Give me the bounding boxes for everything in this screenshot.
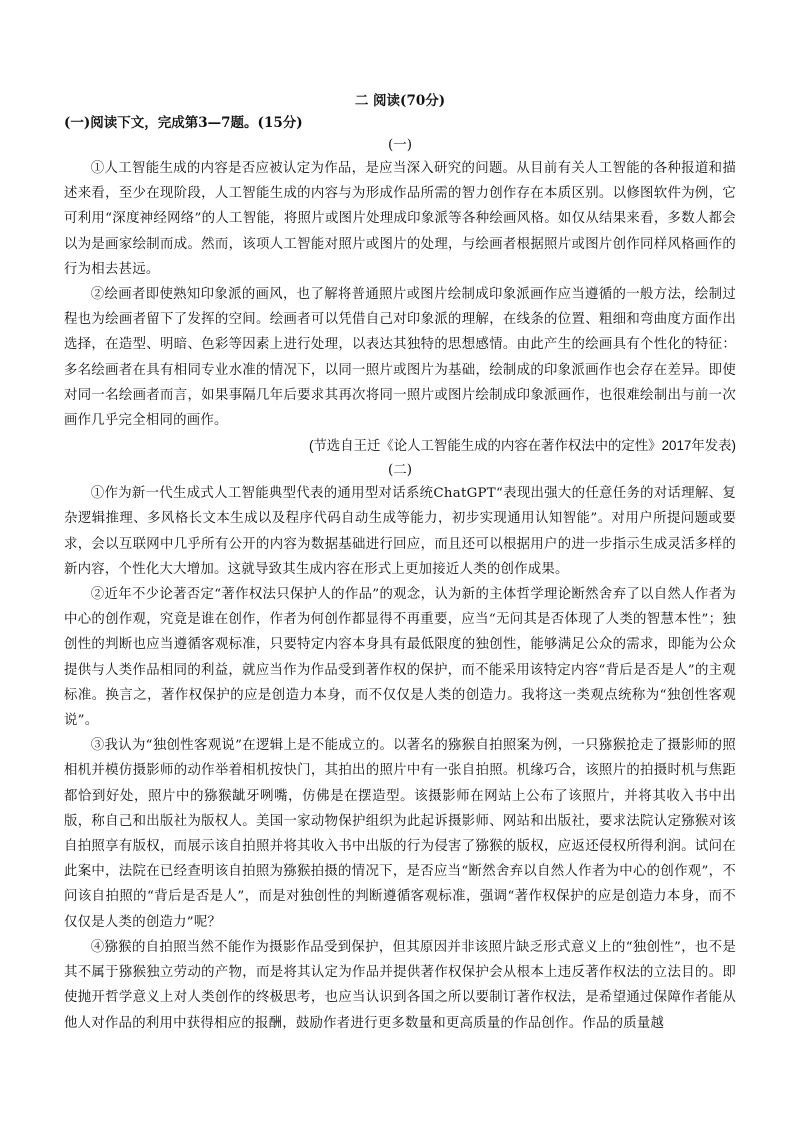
exam-page [64,90,736,1036]
part-two-paragraph-4: ④猕猴的自拍照当然不能作为摄影作品受到保护，但其原因并非该照片缺乏形式意义上的“独创性”，也不是其不属于猕猴独立劳动的产物，而是将其认定为作品并提供著作权保护会从根本上违反著作权法的立法目的。即使抛开哲学意义上对人类创作的终极思考，也应当认识到各国之所以要制订著作权法，是希望通过保障作者能从他人对作品的利用中获得相应的报酬，鼓励作者进行更多数量和更高质量的作品创作。作品的质量越 [64,939,736,1031]
part-two-paragraph-3: ③我认为“独创性客观说”在逻辑上是不能成立的。以著名的猕猴自拍照案为例，一只猕猴抢走了摄影师的照相机并模仿摄影师的动作举着相机按快门，其拍出的照片中有一张自拍照。机缘巧合，该照片的拍摄时机与焦距都恰到好处，照片中的猕猴龇牙咧嘴，仿佛是在摆造型。该摄影师在网站上公布了该照片，并将其收入书中出版，称自己和出版社为版权人。美国一家动物保护组织为此起诉摄影师、网站和出版社，要求法院认定猕猴对该自拍照享有版权，而展示该自拍照并将其收入书中出版的行为侵害了猕猴的版权，应返还侵权所得利润。试问在此案中，法院在已经查明该自拍照为猕猴拍摄的情况下，是否应当“断然舍弃以自然人作者为中心的创作观”，不问该自拍照的“背后是否是人”，而是对独创性的判断遵循客观标准，强调“著作权保护的应是创造力本身，而不仅仅是人类的创造力”呢？ [64,738,736,930]
part-one-source: (节选自王迁《论人工智能生成的内容在著作权法中的定性》2017年发表) [308,438,736,454]
section-title: 二 阅读(70分) [354,93,446,109]
part-two-paragraph-1: ①作为新一代生成式人工智能典型代表的通用型对话系统ChatGPT“表现出强大的任意任务的对话理解、复杂逻辑推理、多风格长文本生成以及程序代码自动生成等能力，初步实现通用认知智能”。对用户所提问题或要求，会以互联网中几乎所有公开的内容为数据基础进行回应，而且还可以根据用户的进一步指示生成灵活多样的新内容，个性化大大增加。这就导致其生成内容在形式上更加接近人类的创作成果。 [64,486,736,577]
part-one-paragraph-1: ①人工智能生成的内容是否应被认定为作品，是应当深入研究的问题。从目前有关人工智能的各种报道和描述来看，至少在现阶段，人工智能生成的内容与为形成作品所需的智力创作存在本质区别。以修图软件为例，它可利用“深度神经网络”的人工智能，将照片或图片处理成印象派等各种绘画风格。如仅从结果来看，多数人都会以为是画家绘制而成。然而，该项人工智能对照片或图片的处理，与绘画者根据照片或图片创作同样风格画作的行为相去甚远。 [64,161,736,277]
part-two-paragraph-2: ②近年不少论著否定“著作权法只保护人的作品”的观念，认为新的主体哲学理论断然舍弃了以自然人作者为中心的创作观，究竟是谁在创作，作者为何创作都显得不再重要，应当“无问其是否体现了人类的智慧本性”；独创性的判断也应当遵循客观标准，只要特定内容本身具有最低限度的独创性，能够满足公众的需求，即能为公众提供与人类作品相同的利益，就应当作为作品受到著作权的保护，而不能采用该特定内容“背后是否是人”的主观标准。换言之，著作权保护的应是创造力本身，而不仅仅是人类的创造力。我将这一类观点统称为“独创性客观说”。 [64,587,736,729]
part-two-mark: (二) [387,462,413,479]
question-heading: (一)阅读下文，完成第3—7题。(15分) [64,115,303,131]
part-one-mark: (一) [387,137,413,153]
part-one-paragraph-2: ②绘画者即使熟知印象派的画风，也了解将普通照片或图片绘制成印象派画作应当遵循的一般方法，绘制过程也为绘画者留下了发挥的空间。绘画者可以凭借自己对印象派的理解，在线条的位置、粗细和弯曲度方面作出选择，在造型、明暗、色彩等因素上进行处理，以表达其独特的思想感情。由此产生的绘画具有个性化的特征：多名绘画者在具有相同专业水准的情况下，以同一照片或图片为基础，绘制成的印象派画作也会存在差异。即使对同一名绘画者而言，如果事隔几年后要求其再次将同一照片或图片绘制成印象派画作，也很难绘制出与前一次画作几乎完全相同的画作。 [64,287,736,429]
